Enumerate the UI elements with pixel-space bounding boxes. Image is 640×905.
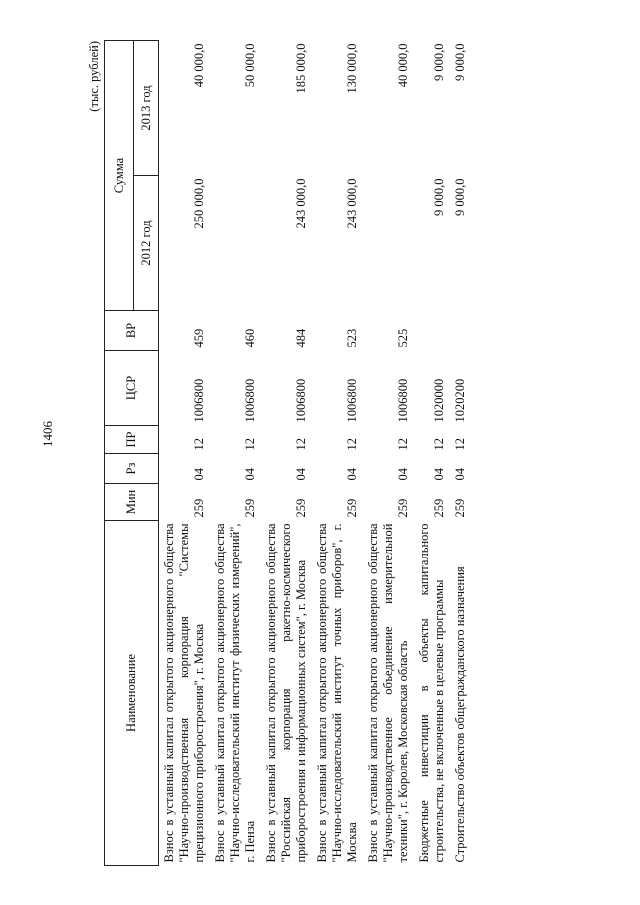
row-rz: 04 <box>396 468 410 481</box>
row-csr: 1020000 <box>432 378 446 423</box>
row-vr <box>450 311 471 351</box>
row-name: Взнос в уставный капитал открытого акционерного общества "Научно-исследовательский институт точных приборов", г. Москва <box>315 523 359 863</box>
table-header-row <box>105 41 134 866</box>
row-min: 259 <box>453 498 467 518</box>
row-csr: 1006800 <box>294 378 308 423</box>
row-rz: 04 <box>243 468 257 481</box>
row-csr: 1006800 <box>345 378 359 423</box>
units-note: (тыс. рублей) <box>87 41 101 112</box>
table-row <box>210 41 261 866</box>
row-min: 259 <box>432 498 446 518</box>
row-rz: 04 <box>432 468 446 481</box>
row-csr: 1006800 <box>243 378 257 423</box>
header-name: Наименование <box>105 521 159 866</box>
row-rz: 04 <box>294 468 308 481</box>
row-2012: 243 000,0 <box>345 178 359 229</box>
row-name: Взнос в уставный капитал открытого акционерного общества "Научно-производственная корпорация "Системы прецизионного приборостроения", г. Москва <box>162 523 206 863</box>
row-rz: 04 <box>453 468 467 481</box>
header-csr: ЦСР <box>105 351 159 426</box>
row-name: Строительство объектов общегражданского назначения <box>453 566 467 863</box>
row-2013: 40 000,0 <box>396 43 410 88</box>
rotated-table-block <box>82 41 630 866</box>
row-vr: 523 <box>345 328 359 348</box>
table-row <box>363 41 414 866</box>
table-row <box>159 41 211 866</box>
row-pr: 12 <box>453 438 467 451</box>
header-2013: 2013 год <box>134 41 159 176</box>
header-min: Мин <box>105 484 159 521</box>
row-vr <box>414 311 450 351</box>
row-min: 259 <box>396 498 410 518</box>
row-2012 <box>210 176 261 311</box>
row-name: Взнос в уставный капитал открытого акционерного общества "Научно-исследовательский институт физических измерений", г. Пенза <box>213 523 257 863</box>
row-2012: 250 000,0 <box>192 178 206 229</box>
row-pr: 12 <box>243 438 257 451</box>
row-2013: 9 000,0 <box>453 43 467 81</box>
row-pr: 12 <box>432 438 446 451</box>
row-name: Взнос в уставный капитал открытого акционерного общества "Научно-производственное объединение измерительной техники", г. Королев, Московская область <box>366 523 410 863</box>
table-row <box>312 41 363 866</box>
row-vr: 460 <box>243 328 257 348</box>
header-rz: Рз <box>105 454 159 484</box>
row-pr: 12 <box>294 438 308 451</box>
row-min: 259 <box>192 498 206 518</box>
header-sum: Сумма <box>105 41 134 311</box>
row-2012: 9 000,0 <box>432 178 446 216</box>
row-rz: 04 <box>192 468 206 481</box>
budget-table <box>104 40 471 866</box>
row-min: 259 <box>294 498 308 518</box>
table-row <box>414 41 450 866</box>
row-name: Бюджетные инвестиции в объекты капитального строительства, не включенные в целевые программы <box>417 523 446 863</box>
table-row <box>450 41 471 866</box>
row-vr: 459 <box>192 328 206 348</box>
row-min: 259 <box>345 498 359 518</box>
row-2013: 130 000,0 <box>345 43 359 94</box>
row-2012: 243 000,0 <box>294 178 308 229</box>
row-2013: 185 000,0 <box>294 43 308 94</box>
header-pr: ПР <box>105 426 159 454</box>
row-csr: 1006800 <box>396 378 410 423</box>
row-min: 259 <box>243 498 257 518</box>
row-2013: 50 000,0 <box>243 43 257 88</box>
row-2012 <box>363 176 414 311</box>
page-number: 1406 <box>40 421 55 447</box>
header-vr: ВР <box>105 311 159 351</box>
row-vr: 525 <box>396 328 410 348</box>
row-name: Взнос в уставный капитал открытого акционерного общества "Российская корпорация ракетно-космического приборостроения и информационных систем", г. Москва <box>264 523 308 863</box>
row-rz: 04 <box>345 468 359 481</box>
row-2013: 40 000,0 <box>192 43 206 88</box>
row-pr: 12 <box>396 438 410 451</box>
row-2013: 9 000,0 <box>432 43 446 81</box>
header-2012: 2012 год <box>134 176 159 311</box>
row-csr: 1006800 <box>192 378 206 423</box>
row-csr: 1020200 <box>453 378 467 423</box>
row-pr: 12 <box>345 438 359 451</box>
table-row <box>261 41 312 866</box>
row-pr: 12 <box>192 438 206 451</box>
row-2012: 9 000,0 <box>453 178 467 216</box>
row-vr: 484 <box>294 328 308 348</box>
